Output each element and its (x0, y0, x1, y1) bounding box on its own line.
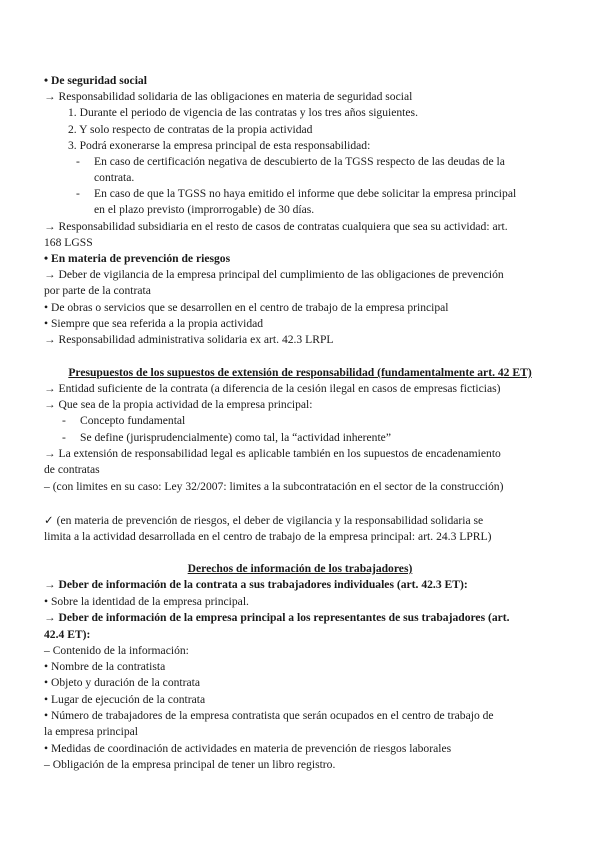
sub-item: En caso de que la TGSS no haya emitido el informe que debe solicitar la empresa principal (94, 187, 517, 200)
note-line-continuation: limita a la actividad desarrollada en el centro de trabajo de la empresa principal: art. 24.3 LPRL) (44, 530, 492, 543)
dash-marker: - (76, 155, 80, 168)
risk-line: • De obras o servicios que se desarrollen en el centro de trabajo de la empresa principal (44, 301, 449, 314)
social-security-intro: → Responsabilidad solidaria de las obligaciones en materia de seguridad social (44, 90, 413, 103)
social-security-heading: • De seguridad social (44, 74, 147, 87)
list-item: • Lugar de ejecución de la contrata (44, 693, 206, 706)
presupuestos-line: → Que sea de la propia actividad de la empresa principal: (44, 398, 313, 411)
subsidiary-line-continuation: 168 LGSS (44, 236, 93, 249)
dash-marker: - (76, 187, 80, 200)
duty-principal-continuation: 42.4 ET): (44, 628, 91, 641)
risk-line: por parte de la contrata (44, 284, 151, 297)
workers-line-continuation: la empresa principal (44, 725, 138, 738)
subsidiary-line: → Responsabilidad subsidiaria en el resto de casos de contratas cualquiera que sea su actividad: art. (44, 220, 508, 233)
coordination-line: • Medidas de coordinación de actividades en materia de prevención de riesgos laborales (44, 742, 452, 755)
dash-marker: - (62, 431, 66, 444)
presupuestos-title: Presupuestos de los supuestos de extensión de responsabilidad (fundamentalmente art. 42 ET) (68, 366, 532, 379)
sub-item-continuation: en el plazo previsto (improrrogable) de 30 días. (94, 203, 315, 216)
content-heading: – Contenido de la información: (44, 644, 189, 657)
list-item: 3. Podrá exonerarse la empresa principal de esta responsabilidad: (68, 139, 371, 152)
workers-line: • Número de trabajadores de la empresa contratista que serán ocupados en el centro de trabajo de (44, 709, 494, 722)
risk-line: • Siempre que sea referida a la propia actividad (44, 317, 264, 330)
information-rights-title: Derechos de información de los trabajadores) (187, 562, 413, 575)
list-item: 2. Y solo respecto de contratas de la propia actividad (68, 123, 313, 136)
extension-line: → La extensión de responsabilidad legal es aplicable también en los supuestos de encadenamiento (44, 447, 501, 460)
risk-line: → Responsabilidad administrativa solidaria ex art. 42.3 LRPL (44, 333, 334, 346)
list-item: • Objeto y duración de la contrata (44, 676, 201, 689)
note-line: ✓ (en materia de prevención de riesgos, el deber de vigilancia y la responsabilidad solidaria se (44, 514, 484, 527)
list-item: • Nombre de la contratista (44, 660, 166, 673)
duty-contrata-item: • Sobre la identidad de la empresa principal. (44, 595, 249, 608)
list-item: 1. Durante el periodo de vigencia de las contratas y los tres años siguientes. (68, 106, 418, 119)
risk-prevention-heading: • En materia de prevención de riesgos (44, 252, 231, 265)
limits-line: – (con limites en su caso: Ley 32/2007: limites a la subcontratación en el sector de la construcción) (44, 480, 504, 493)
dash-marker: - (62, 414, 66, 427)
duty-contrata: → Deber de información de la contrata a sus trabajadores individuales (art. 42.3 ET): (44, 578, 468, 591)
presupuestos-line: → Entidad suficiente de la contrata (a diferencia de la cesión ilegal en casos de empresas ficticias) (44, 382, 501, 395)
risk-line: → Deber de vigilancia de la empresa principal del cumplimiento de las obligaciones de prevención (44, 268, 504, 281)
sub-item: Concepto fundamental (80, 414, 186, 427)
sub-item: En caso de certificación negativa de descubierto de la TGSS respecto de las deudas de la (94, 155, 505, 168)
register-line: – Obligación de la empresa principal de tener un libro registro. (44, 758, 336, 771)
sub-item-continuation: contrata. (94, 171, 135, 184)
extension-line-continuation: de contratas (44, 463, 100, 476)
sub-item: Se define (jurisprudencialmente) como tal, la “actividad inherente” (80, 431, 391, 444)
duty-principal: → Deber de información de la empresa principal a los representantes de sus trabajadores (art. (44, 611, 510, 624)
